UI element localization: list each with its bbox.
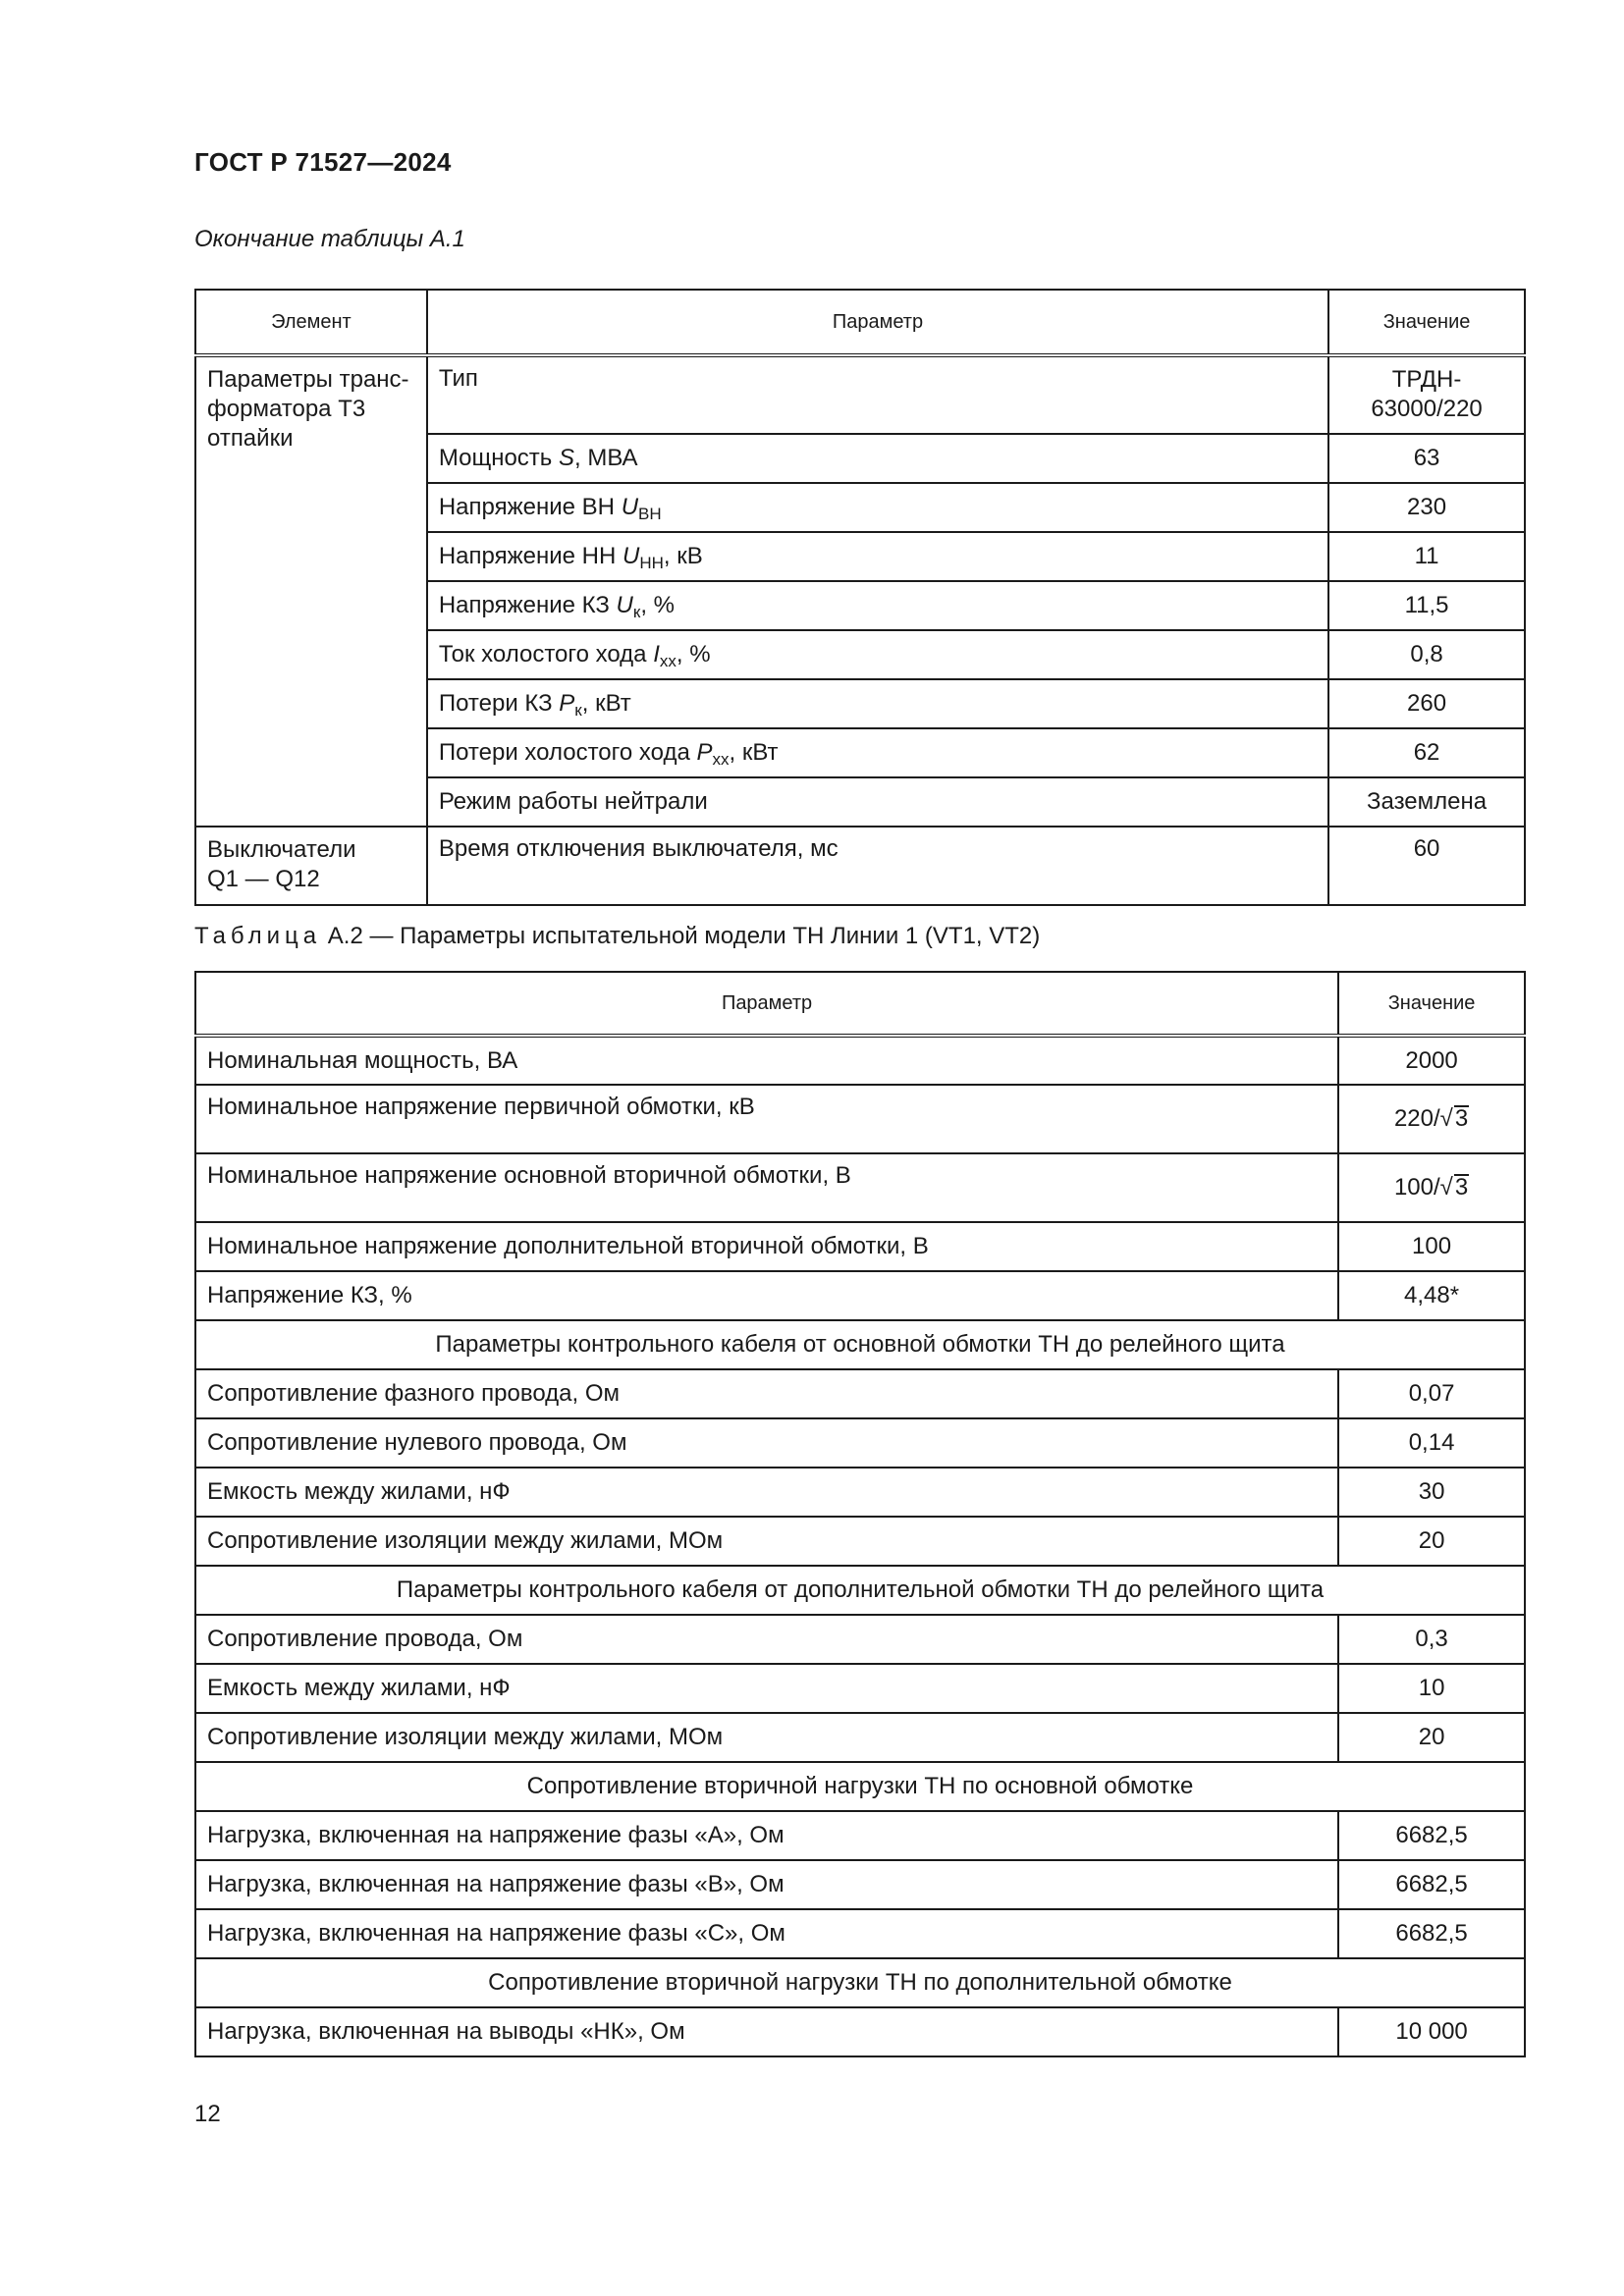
value-cell: 20 [1338, 1713, 1525, 1762]
value-cell: Заземлена [1328, 777, 1525, 827]
value-cell: 20 [1338, 1517, 1525, 1566]
section-title: Сопротивление вторичной нагрузки ТН по дополнительной обмотке [195, 1958, 1525, 2007]
param-cell: Номинальная мощность, ВА [195, 1036, 1338, 1085]
param-cell: Номинальное напряжение дополнительной вторичной обмотки, В [195, 1222, 1338, 1271]
param-cell: Тип [427, 355, 1328, 434]
table-a2 [194, 971, 1526, 2057]
value-cell: 11 [1328, 532, 1525, 581]
value-cell: 6682,5 [1338, 1909, 1525, 1958]
header-value: Значение [1328, 290, 1525, 355]
table-a2-caption: Таблица А.2 — Параметры испытательной модели ТН Линии 1 (VT1, VT2) [194, 923, 1041, 949]
value-cell: 4,48* [1338, 1271, 1525, 1320]
param-cell: Режим работы нейтрали [427, 777, 1328, 827]
value-cell: 220/√3 [1338, 1085, 1525, 1153]
param-cell: Нагрузка, включенная на выводы «НК», Ом [195, 2007, 1338, 2056]
value-cell: 0,07 [1338, 1369, 1525, 1418]
sqrt-sign: √ [1439, 1105, 1453, 1132]
section-title: Параметры контрольного кабеля от дополнительной обмотки ТН до релейного щита [195, 1566, 1525, 1615]
value-cell: 10 000 [1338, 2007, 1525, 2056]
value-cell: 60 [1328, 827, 1525, 905]
param-cell: Емкость между жилами, нФ [195, 1664, 1338, 1713]
value-cell: 100 [1338, 1222, 1525, 1271]
param-cell: Ток холостого хода $I_{хх}$, % [427, 630, 1328, 679]
value-cell: 100/√3 [1338, 1153, 1525, 1222]
value-cell: 63 [1328, 434, 1525, 483]
param-cell: Напряжение ВН $U_{ВН}$ [427, 483, 1328, 532]
value-cell: ТРДН- 63000/220 [1328, 355, 1525, 434]
value-cell: 2000 [1338, 1036, 1525, 1085]
param-cell: Время отключения выключателя, мс [427, 827, 1328, 905]
param-cell: Напряжение НН $U_{НН}$, кВ [427, 532, 1328, 581]
value-cell: 6682,5 [1338, 1811, 1525, 1860]
header-value: Значение [1338, 972, 1525, 1036]
param-cell: Номинальное напряжение первичной обмотки, кВ [195, 1085, 1338, 1153]
param-cell: Мощность S, МВА [427, 434, 1328, 483]
param-cell: Напряжение КЗ $U_к$, % [427, 581, 1328, 630]
value-cell: 0,8 [1328, 630, 1525, 679]
param-cell: Нагрузка, включенная на напряжение фазы «С», Ом [195, 1909, 1338, 1958]
header-parameter: Параметр [427, 290, 1328, 355]
param-cell: Сопротивление нулевого провода, Ом [195, 1418, 1338, 1468]
section-title: Параметры контрольного кабеля от основной обмотки ТН до релейного щита [195, 1320, 1525, 1369]
table-a1 [194, 289, 1526, 906]
section-title: Сопротивление вторичной нагрузки ТН по основной обмотке [195, 1762, 1525, 1811]
param-cell: Напряжение КЗ, % [195, 1271, 1338, 1320]
param-cell: Номинальное напряжение основной вторичной обмотки, В [195, 1153, 1338, 1222]
standard-title: ГОСТ Р 71527—2024 [194, 147, 452, 177]
param-cell: Потери КЗ $P_к$, кВт [427, 679, 1328, 728]
table-a1-caption: Окончание таблицы А.1 [194, 226, 465, 252]
element-transformer: Параметры транс- форматора Т3 отпайки [195, 355, 427, 827]
value-cell: 0,3 [1338, 1615, 1525, 1664]
page-number: 12 [194, 2101, 221, 2127]
param-cell: Сопротивление провода, Ом [195, 1615, 1338, 1664]
param-cell: Нагрузка, включенная на напряжение фазы «А», Ом [195, 1811, 1338, 1860]
value-cell: 260 [1328, 679, 1525, 728]
param-cell: Сопротивление фазного провода, Ом [195, 1369, 1338, 1418]
sqrt-sign: √ [1439, 1174, 1453, 1201]
header-parameter: Параметр [195, 972, 1338, 1036]
value-cell: 0,14 [1338, 1418, 1525, 1468]
value-cell: 10 [1338, 1664, 1525, 1713]
value-cell: 230 [1328, 483, 1525, 532]
param-cell: Сопротивление изоляции между жилами, МОм [195, 1517, 1338, 1566]
value-cell: 11,5 [1328, 581, 1525, 630]
param-cell: Сопротивление изоляции между жилами, МОм [195, 1713, 1338, 1762]
element-breakers: Выключатели Q1 — Q12 [195, 827, 427, 905]
value-cell: 62 [1328, 728, 1525, 777]
param-cell: Емкость между жилами, нФ [195, 1468, 1338, 1517]
value-cell: 30 [1338, 1468, 1525, 1517]
param-cell: Нагрузка, включенная на напряжение фазы «В», Ом [195, 1860, 1338, 1909]
header-element: Элемент [195, 290, 427, 355]
param-cell: Потери холостого хода $P_{хх}$, кВт [427, 728, 1328, 777]
value-cell: 6682,5 [1338, 1860, 1525, 1909]
